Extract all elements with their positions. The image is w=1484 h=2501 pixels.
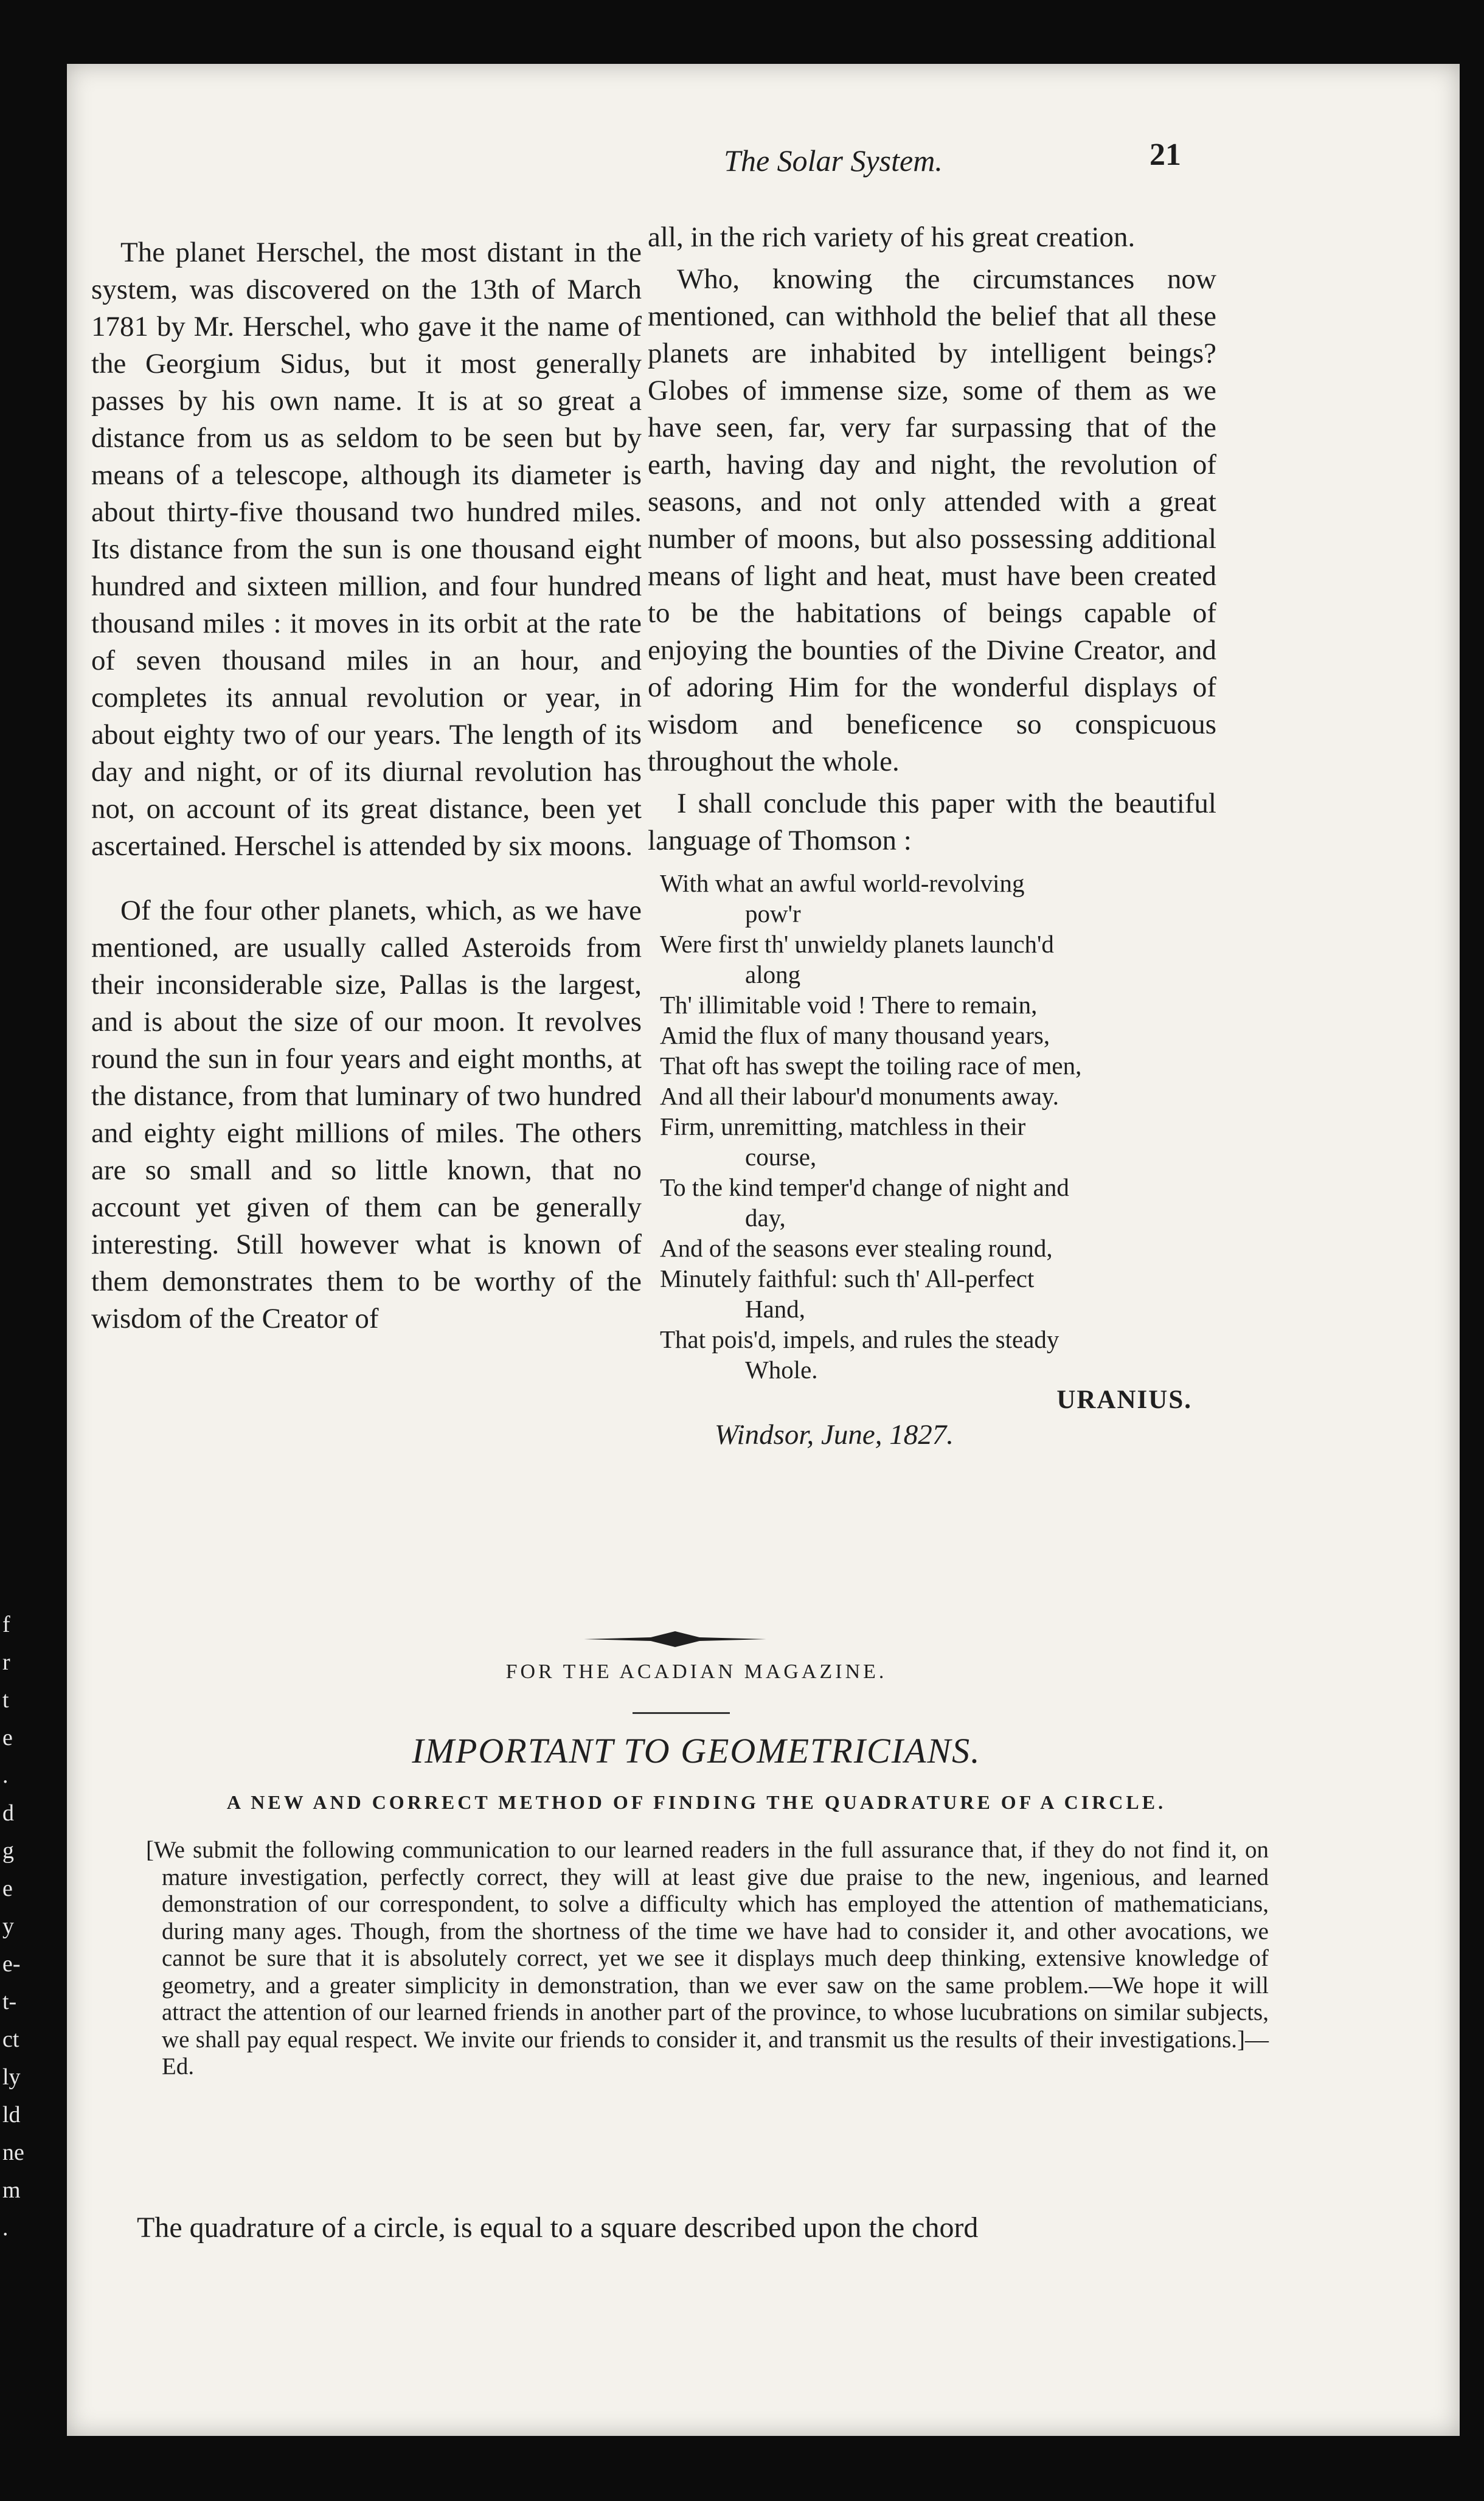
left-column xyxy=(91,234,642,1337)
poem-line: day, xyxy=(745,1204,786,1232)
paragraph: I shall conclude this paper with the beautiful language of Thomson : xyxy=(648,788,1216,856)
margin-fragment: . xyxy=(2,1763,9,1788)
poem-quotation xyxy=(648,868,1216,1385)
margin-fragment: . xyxy=(2,2215,9,2241)
divider xyxy=(633,1712,730,1714)
article-body-start: The quadrature of a circle, is equal to a square described upon the chord xyxy=(137,2211,979,2244)
running-head: The Solar System. xyxy=(724,144,943,178)
poem-line: To the kind temper'd change of night and xyxy=(660,1173,1069,1201)
margin-fragment: ld xyxy=(2,2102,21,2128)
signature: URANIUS. xyxy=(1056,1386,1192,1414)
paragraph: all, in the rich variety of his great creation. xyxy=(648,221,1136,253)
poem-line: Th' illimitable void ! There to remain, xyxy=(660,991,1038,1019)
dateline: Windsor, June, 1827. xyxy=(715,1419,954,1451)
poem-line: Amid the flux of many thousand years, xyxy=(660,1021,1050,1049)
right-column xyxy=(648,219,1216,1451)
poem-line: Minutely faithful: such th' All-perfect xyxy=(660,1264,1035,1292)
ornamental-rule xyxy=(584,1630,766,1648)
adjacent-page-margin xyxy=(0,1606,33,2275)
paragraph: Who, knowing the circumstances now mentioned, can withhold the belief that all these planets are inhabited by intelligent beings? Globes of immense size, some of them as we have seen, far, very far surpassing that of the earth, having day and night, the revolution of seasons, and not only attended with a great number of moons, but also possessing additional means of light and heat, must have been created to be the habitations of beings capable of enjoying the bounties of the Divine Creator, and of adoring Him for the wonderful displays of wisdom and beneficence so conspicuous throughout the whole. xyxy=(648,263,1216,777)
margin-fragment: f xyxy=(2,1612,10,1637)
poem-line: along xyxy=(745,960,801,988)
poem-line: pow'r xyxy=(745,900,801,928)
poem-line: That pois'd, impels, and rules the steady xyxy=(660,1325,1059,1353)
margin-fragment: ly xyxy=(2,2064,21,2090)
poem-line: Firm, unremitting, matchless in their xyxy=(660,1112,1026,1140)
article-subtitle: A NEW AND CORRECT METHOD OF FINDING THE QUADRATURE OF A CIRCLE. xyxy=(226,1791,1167,1813)
poem-line: Were first th' unwieldy planets launch'd xyxy=(660,930,1054,958)
article-title: IMPORTANT TO GEOMETRICIANS. xyxy=(412,1731,981,1771)
margin-fragment: e xyxy=(2,1876,13,1901)
margin-fragment: g xyxy=(2,1838,14,1864)
margin-fragment: e xyxy=(2,1725,13,1750)
source-line: FOR THE ACADIAN MAGAZINE. xyxy=(505,1660,887,1683)
margin-fragment: e- xyxy=(2,1951,21,1977)
margin-fragment: y xyxy=(2,1913,14,1939)
poem-line: With what an awful world-revolving xyxy=(660,869,1025,897)
margin-fragment: d xyxy=(2,1800,14,1826)
paragraph: The planet Herschel, the most distant in the system, was discovered on the 13th of March 1781 by Mr. Herschel, who gave it the name of the Georgium Sidus, but it most generally passes by his own name. It is at so great a distance from us as seldom to be seen but by means of a telescope, although its diameter is about thirty-five thousand two hundred miles. Its distance from the sun is one thousand eight hundred and sixteen million, and four hundred thousand miles : it moves in its orbit at the rate of seven thousand miles in an hour, and completes its annual revolution or year, in about eighty two of our years. The length of its day and night, or of its diurnal revolution has not, on account of its great distance, been yet ascertained. Herschel is attended by six moons. xyxy=(91,237,642,862)
margin-fragment: t- xyxy=(2,1989,17,2014)
paragraph: Of the four other planets, which, as we have mentioned, are usually called Asteroids from their inconsiderable size, Pallas is the largest, and is about the size of our moon. It revolves round the sun in four years and eight months, at the distance, from that luminary of two hundred and eighty eight millions of miles. The others are so small and so little known, that no account yet given of them can be generally interesting. Still however what is known of them demonstrates them to be worthy of the wisdom of the Creator of xyxy=(91,895,642,1334)
poem-line: Hand, xyxy=(745,1295,806,1323)
poem-line: And of the seasons ever stealing round, xyxy=(660,1234,1053,1262)
editor-note: [We submit the following communication to our learned readers in the full assurance that, if they do not find it, on mature investigation, perfectly correct, they will at least give due praise to the new, ingenious, and learned demonstration of our correspondent, to solve a difficulty which has employed the attention of mathematicians, during many ages. Though, from the shortness of the time we have had to consider it, and other avocations, we cannot be sure that it is absolutely correct, yet we see it displays much deep thinking, extensive knowledge of geometry, and a greater simplicity in demonstration, than we ever saw on the same problem.—We hope it will attract the attention of our learned friends in another part of the province, to whose lucubrations on similar subjects, we shall pay equal respect. We invite our friends to consider it, and transmit us the results of their investigations.]—Ed. xyxy=(146,1837,1269,2080)
poem-line: And all their labour'd monuments away. xyxy=(660,1082,1059,1110)
margin-fragment: m xyxy=(2,2177,21,2203)
poem-line: Whole. xyxy=(745,1356,818,1384)
margin-fragment: ct xyxy=(2,2027,19,2052)
poem-line: That oft has swept the toiling race of men, xyxy=(660,1052,1082,1080)
poem-line: course, xyxy=(745,1143,817,1171)
margin-fragment: ne xyxy=(2,2140,24,2165)
margin-fragment: t xyxy=(2,1687,9,1713)
page-number: 21 xyxy=(1149,137,1181,172)
margin-fragment: r xyxy=(2,1649,10,1675)
